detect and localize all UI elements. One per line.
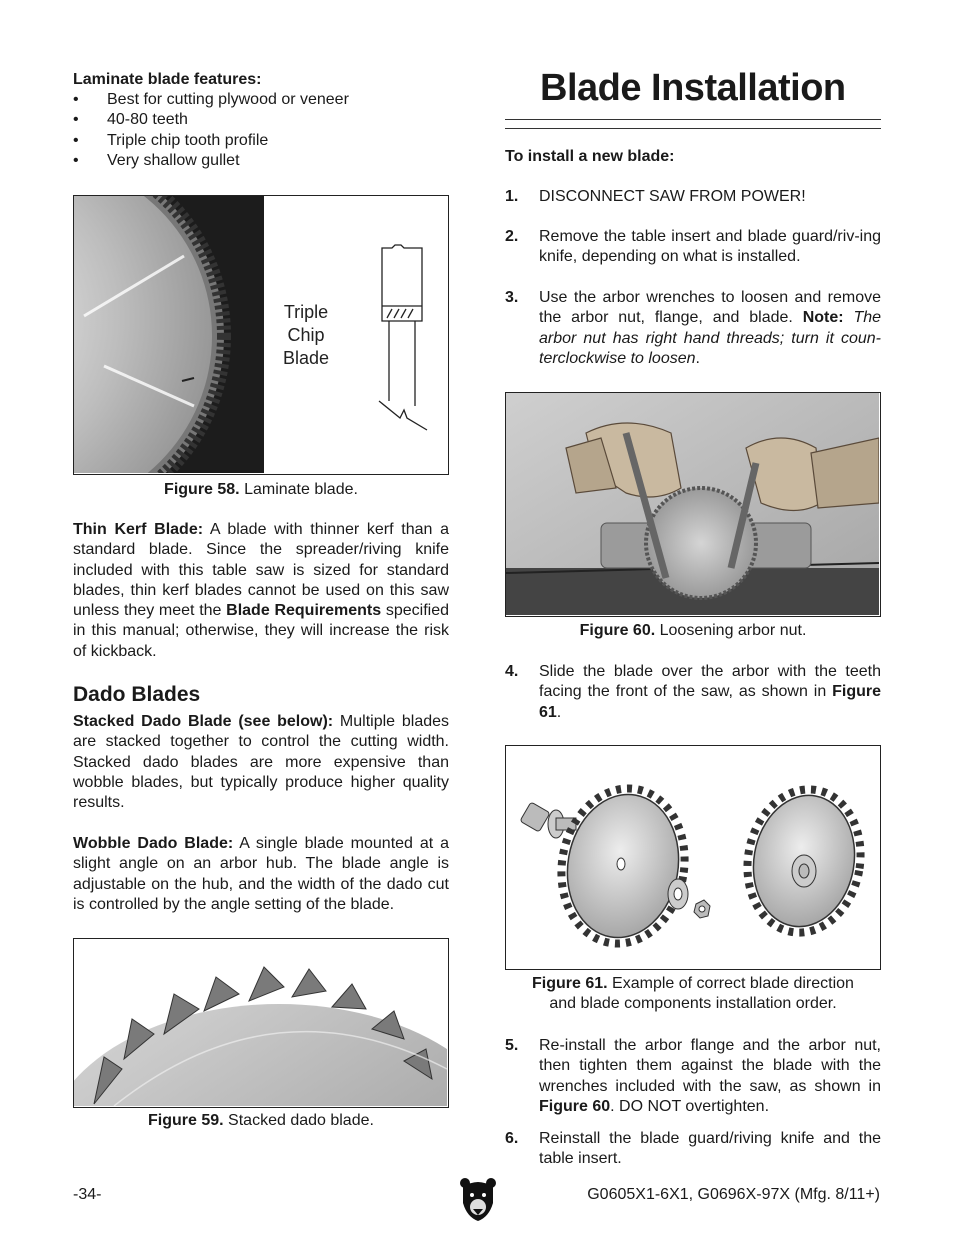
title-rule-top <box>505 119 881 120</box>
tooth-label-line3: Blade <box>282 348 330 368</box>
arbor-shaft <box>520 802 576 838</box>
tooth-label-line1: Triple <box>283 302 329 322</box>
figure-58-image <box>73 195 449 475</box>
laminate-section <box>73 70 449 171</box>
blade-left <box>549 779 696 954</box>
list-item: • Triple chip tooth profile <box>73 131 449 151</box>
figure-61-caption: Figure 61. Example of correct blade direction and blade components installation order. <box>532 975 854 1012</box>
figure-60-caption: Figure 60. Loosening arbor nut. <box>579 622 807 639</box>
step-6: 6. Reinstall the blade guard/riving knife and the table insert. <box>505 1130 881 1168</box>
step-1: 1. DISCONNECT SAW FROM POWER! <box>505 188 806 205</box>
blade-components-illustration <box>506 746 879 968</box>
laminate-bullets <box>73 90 449 171</box>
dado-heading: Dado Blades <box>73 683 201 706</box>
laminate-blade-illustration <box>74 196 447 473</box>
figure-59-caption: Figure 59. Stacked dado blade. <box>148 1112 374 1129</box>
blade-right-assembled <box>736 780 871 941</box>
wobble-dado-paragraph: Wobble Dado Blade: A single blade mounted at a slight angle on an arbor hub. The blade angle is adjustable on the hub, and the width of the dado cut is controlled by the angle setting of the blade. <box>73 835 449 913</box>
page-number: -34- <box>73 1186 102 1203</box>
page-title: Blade Installation <box>540 67 846 109</box>
step-3: 3. Use the arbor wrenches to loosen and remove the arbor nut, flange, and blade. Note: The arbor nut has right hand threads; turn it coun-terclockwise to loosen. <box>505 289 882 367</box>
arbor-nut <box>694 900 710 918</box>
laminate-heading: Laminate blade features: <box>73 71 262 88</box>
step-2: 2. Remove the table insert and blade guard/riv-ing knife, depending on what is installed. <box>505 228 881 266</box>
step-5: 5. Re-install the arbor flange and the arbor nut, then tighten them against the blade with the wrenches included with the saw, as shown in Figure 60. DO NOT overtighten. <box>505 1037 881 1115</box>
list-item: • Very shallow gullet <box>73 151 449 171</box>
model-footer: G0605X1-6X1, G0696X-97X (Mfg. 8/11+) <box>587 1186 880 1203</box>
list-item: • Best for cutting plywood or veneer <box>73 90 449 110</box>
figure-61-image <box>505 745 881 970</box>
figure-59-image <box>73 938 449 1108</box>
stacked-dado-illustration <box>74 939 447 1106</box>
install-intro: To install a new blade: <box>505 148 675 165</box>
title-rule-bottom <box>505 128 881 129</box>
step-4: 4. Slide the blade over the arbor with the teeth facing the front of the saw, as shown in Figure 61. <box>505 663 881 721</box>
figure-58-caption: Figure 58. Laminate blade. <box>164 481 358 498</box>
stacked-dado-paragraph: Stacked Dado Blade (see below): Multiple blades are stacked together to control the cutting width. Stacked dado blades are more expensive than wobble blades, but typically produce higher quality results. <box>73 713 450 812</box>
tooth-label-line2: Chip <box>287 325 325 345</box>
list-item: • 40-80 teeth <box>73 110 449 130</box>
figure-60-image <box>505 392 881 617</box>
loosening-arbor-nut-photo <box>506 393 879 615</box>
arbor-flange <box>668 879 688 909</box>
grizzly-bear-logo <box>459 1177 497 1221</box>
thin-kerf-paragraph: Thin Kerf Blade: A blade with thinner kerf than a standard blade. Since the spreader/riving knife included with this table saw is sized for standard blades, thin kerf blades cannot be used on this saw unless they meet the Blade Requirements specified in this manual; otherwise, they will increase the risk of kickback. <box>73 521 449 660</box>
